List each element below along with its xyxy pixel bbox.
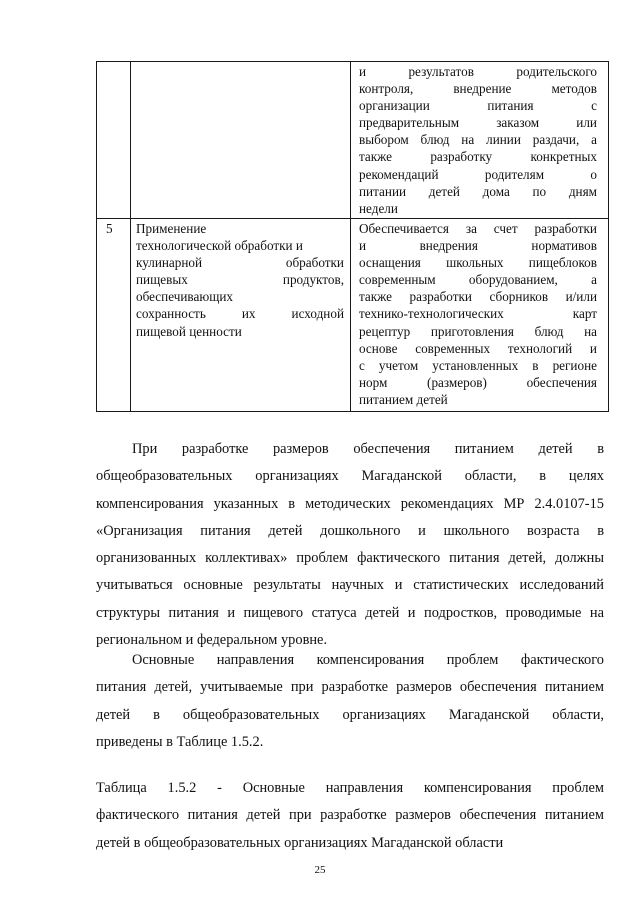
table-text-line: технико-технологических карт (359, 306, 597, 322)
paragraph (96, 436, 604, 654)
text-line: структуры питания и пищевого статуса детей и подростков, проводимые на (96, 604, 604, 621)
text-line: «Организация питания детей дошкольного и школьного возраста в (96, 522, 604, 539)
table-text-line: и внедрения нормативов (359, 238, 597, 254)
table-text-line: кулинарной обработки (136, 255, 344, 271)
table-text-line: выбором блюд на линии раздачи, а (359, 132, 597, 148)
table-text-line: современным оборудованием, а (359, 272, 597, 288)
table-cell-name (131, 62, 351, 219)
table-text-line: контроля, внедрение методов (359, 81, 597, 97)
table-text-line: рекомендаций родителям о (359, 166, 597, 182)
table-text-line: пищевой ценности (136, 323, 242, 339)
text-line: детей в общеобразовательных организациях Магаданской области, (96, 706, 604, 723)
paragraph (96, 647, 604, 756)
table-row (97, 219, 609, 412)
text-line: Таблица 1.5.2 - Основные направления компенсирования проблем (96, 780, 604, 796)
table-cell-name (131, 219, 351, 412)
text-line: питания детей, учитываемые при разработке размеров обеспечения питанием (96, 679, 604, 696)
text-line: региональном и федеральном уровне. (96, 632, 328, 649)
table-text-line: Обеспечивается за счет разработки (359, 221, 597, 236)
table-cell-number: 5 (97, 219, 131, 412)
table-text-line: Применение (136, 221, 207, 236)
text-line: общеобразовательных организациях Магаданской области, в целях (96, 468, 604, 485)
table-cell-description (351, 62, 609, 219)
table-text-line: основе современных технологий и (359, 340, 597, 356)
table-row (97, 62, 609, 219)
text-line: компенсирования указанных в методических рекомендациях МР 2.4.0107-15 (96, 495, 604, 512)
text-line: При разработке размеров обеспечения питанием детей в (132, 441, 604, 457)
table-text-line: организации питания с (359, 98, 597, 114)
text-line: детей в общеобразовательных организациях Магаданской области (96, 834, 504, 851)
table-text-line: предварительным заказом или (359, 115, 597, 131)
table-text-line: пищевых продуктов, (136, 272, 344, 288)
page-number: 25 (314, 864, 326, 876)
text-line: Основные направления компенсирования проблем фактического (132, 652, 604, 668)
table-text-line: рецептур приготовления блюд на (359, 323, 597, 339)
requirements-table (96, 61, 609, 412)
text-line: приведены в Таблице 1.5.2. (96, 733, 264, 750)
table-text-line: норм (размеров) обеспечения (359, 374, 597, 390)
table-text-line: технологической обработки и (136, 238, 303, 254)
table-text-line: с учетом установленных в регионе (359, 357, 597, 373)
table-text-line: оснащения школьных пищеблоков (359, 255, 597, 271)
table-cell-number (97, 62, 131, 219)
text-line: учитываться основные результаты научных и статистических исследований (96, 577, 604, 594)
table-text-line: и результатов родительского (359, 64, 597, 79)
table-text-line: обеспечивающих (136, 289, 233, 305)
table-text-line: также разработку конкретных (359, 149, 597, 165)
text-line: фактического питания детей при разработке размеров обеспечения питанием (96, 807, 604, 824)
table-text-line: также разработки сборников и/или (359, 289, 597, 305)
table-text-line: питанием детей (359, 391, 448, 407)
table-text-line: сохранность их исходной (136, 306, 344, 322)
table-text-line: недели (359, 200, 398, 216)
table-cell-description (351, 219, 609, 412)
table-text-line: питании детей дома по дням (359, 183, 597, 199)
table-caption (96, 775, 604, 857)
text-line: организованных коллективах» проблем фактического питания детей, должны (96, 550, 604, 567)
